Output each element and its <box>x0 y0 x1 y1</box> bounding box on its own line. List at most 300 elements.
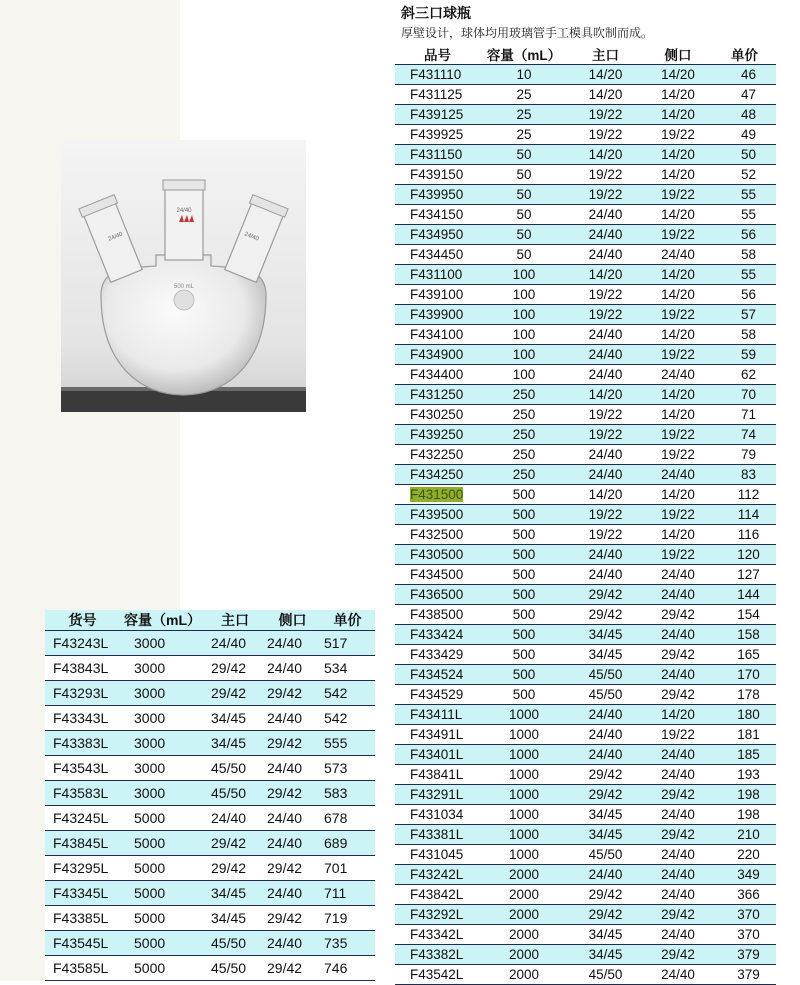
cell-price: 170 <box>713 665 776 685</box>
cell-main-neck: 34/45 <box>568 805 643 825</box>
cell-capacity: 1000 <box>480 705 568 725</box>
cell-capacity: 3000 <box>120 681 205 706</box>
cell-price: 379 <box>713 945 776 965</box>
cell-capacity: 5000 <box>120 856 205 881</box>
cell-price: 158 <box>713 625 776 645</box>
highlighted-code: F431500 <box>410 487 464 502</box>
table-row <box>395 485 776 505</box>
cell-main-neck: 14/20 <box>568 265 643 285</box>
cell-code: F432250 <box>395 445 480 465</box>
cell-capacity: 50 <box>480 185 568 205</box>
cell-price: 220 <box>713 845 776 865</box>
cell-code: F43545L <box>45 931 120 956</box>
cell-side-neck: 24/40 <box>643 625 713 645</box>
cell-main-neck: 24/40 <box>568 565 643 585</box>
cell-side-neck: 19/22 <box>643 725 713 745</box>
cell-main-neck: 34/45 <box>568 945 643 965</box>
table-row <box>395 605 776 625</box>
cell-price: 185 <box>713 745 776 765</box>
cell-main-neck: 34/45 <box>568 645 643 665</box>
cell-main-neck: 29/42 <box>568 785 643 805</box>
cell-side-neck: 19/22 <box>643 305 713 325</box>
cell-price: 542 <box>320 681 375 706</box>
cell-code: F43381L <box>395 825 480 845</box>
cell-side-neck: 14/20 <box>643 85 713 105</box>
cell-capacity: 500 <box>480 645 568 665</box>
cell-main-neck: 29/42 <box>205 831 265 856</box>
cell-code: F431150 <box>395 145 480 165</box>
cell-price: 116 <box>713 525 776 545</box>
cell-side-neck: 14/20 <box>643 485 713 505</box>
cell-side-neck: 14/20 <box>643 385 713 405</box>
cell-side-neck: 19/22 <box>643 185 713 205</box>
cell-price: 735 <box>320 931 375 956</box>
cell-main-neck: 19/22 <box>568 405 643 425</box>
cell-side-neck: 14/20 <box>643 105 713 125</box>
cell-code: F439900 <box>395 305 480 325</box>
cell-code: F430500 <box>395 545 480 565</box>
cell-price: 181 <box>713 725 776 745</box>
table-row <box>395 285 776 305</box>
cell-capacity: 3000 <box>120 631 205 656</box>
table-header-row <box>395 44 776 65</box>
cell-code: F43292L <box>395 905 480 925</box>
cell-price: 517 <box>320 631 375 656</box>
cell-price: 165 <box>713 645 776 665</box>
table-row <box>45 906 375 931</box>
cell-price: 49 <box>713 125 776 145</box>
cell-code: F436500 <box>395 585 480 605</box>
table-row <box>395 725 776 745</box>
cell-main-neck: 34/45 <box>568 925 643 945</box>
table-row <box>395 365 776 385</box>
cell-main-neck: 29/42 <box>205 681 265 706</box>
cell-price: 370 <box>713 905 776 925</box>
cell-price: 370 <box>713 925 776 945</box>
cell-main-neck: 24/40 <box>205 631 265 656</box>
cell-side-neck: 24/40 <box>265 831 320 856</box>
table-row <box>395 885 776 905</box>
cell-main-neck: 14/20 <box>568 485 643 505</box>
cell-main-neck: 45/50 <box>568 965 643 985</box>
cell-capacity: 500 <box>480 685 568 705</box>
cell-side-neck: 29/42 <box>265 731 320 756</box>
cell-capacity: 5000 <box>120 956 205 981</box>
table-row <box>395 925 776 945</box>
cell-capacity: 3000 <box>120 781 205 806</box>
cell-price: 701 <box>320 856 375 881</box>
cell-capacity: 500 <box>480 665 568 685</box>
cell-main-neck: 19/22 <box>568 185 643 205</box>
cell-price: 52 <box>713 165 776 185</box>
cell-side-neck: 14/20 <box>643 405 713 425</box>
cell-side-neck: 24/40 <box>643 925 713 945</box>
table-row <box>45 681 375 706</box>
cell-code: F439925 <box>395 125 480 145</box>
cell-code: F43382L <box>395 945 480 965</box>
table-row <box>395 145 776 165</box>
cell-main-neck: 34/45 <box>568 625 643 645</box>
cell-price: 711 <box>320 881 375 906</box>
cell-code: F432500 <box>395 525 480 545</box>
cell-capacity: 250 <box>480 385 568 405</box>
cell-code: F434529 <box>395 685 480 705</box>
cell-side-neck: 14/20 <box>643 65 713 85</box>
cell-main-neck: 24/40 <box>205 806 265 831</box>
cell-code: F43585L <box>45 956 120 981</box>
cell-code: F434950 <box>395 225 480 245</box>
flask-photo <box>61 140 306 412</box>
cell-price: 366 <box>713 885 776 905</box>
cell-main-neck: 29/42 <box>205 656 265 681</box>
price-table-right <box>395 44 776 985</box>
volume-mark: 500 mL <box>173 284 195 290</box>
cell-price: 180 <box>713 705 776 725</box>
cell-code: F439250 <box>395 425 480 445</box>
cell-capacity: 250 <box>480 445 568 465</box>
cell-main-neck: 24/40 <box>568 225 643 245</box>
cell-capacity: 500 <box>480 565 568 585</box>
cell-code: F43843L <box>45 656 120 681</box>
table-row <box>395 125 776 145</box>
cell-price: 62 <box>713 365 776 385</box>
cell-capacity: 2000 <box>480 885 568 905</box>
cell-main-neck: 14/20 <box>568 65 643 85</box>
cell-price: 46 <box>713 65 776 85</box>
cell-main-neck: 24/40 <box>568 545 643 565</box>
cell-price: 198 <box>713 805 776 825</box>
cell-side-neck: 29/42 <box>643 645 713 665</box>
cell-side-neck: 24/40 <box>643 845 713 865</box>
cell-capacity: 50 <box>480 245 568 265</box>
cell-code: F43343L <box>45 706 120 731</box>
flask-illustration <box>61 140 306 412</box>
table-row <box>395 845 776 865</box>
cell-main-neck: 19/22 <box>568 425 643 445</box>
cell-capacity: 1000 <box>480 745 568 765</box>
table-row <box>395 645 776 665</box>
cell-capacity: 250 <box>480 405 568 425</box>
cell-capacity: 1000 <box>480 845 568 865</box>
cell-code: F43345L <box>45 881 120 906</box>
cell-side-neck: 14/20 <box>643 705 713 725</box>
table-row <box>395 685 776 705</box>
cell-side-neck: 24/40 <box>643 465 713 485</box>
cell-code: F43411L <box>395 705 480 725</box>
cell-side-neck: 19/22 <box>643 225 713 245</box>
cell-main-neck: 34/45 <box>205 706 265 731</box>
cell-code <box>395 485 480 505</box>
cell-main-neck: 24/40 <box>568 465 643 485</box>
cell-side-neck: 24/40 <box>643 765 713 785</box>
table-row <box>395 305 776 325</box>
page-subtitle: 厚壁设计，球体均用玻璃管手工模具吹制而成。 <box>401 26 654 40</box>
cell-code: F434150 <box>395 205 480 225</box>
cell-code: F439150 <box>395 165 480 185</box>
cell-main-neck: 29/42 <box>568 765 643 785</box>
cell-price: 542 <box>320 706 375 731</box>
cell-price: 112 <box>713 485 776 505</box>
cell-side-neck: 24/40 <box>643 885 713 905</box>
table-row <box>395 505 776 525</box>
cell-price: 47 <box>713 85 776 105</box>
cell-main-neck: 14/20 <box>568 85 643 105</box>
cell-capacity: 2000 <box>480 965 568 985</box>
cell-price: 56 <box>713 285 776 305</box>
cell-price: 79 <box>713 445 776 465</box>
page-title: 斜三口球瓶 <box>401 5 471 21</box>
cell-code: F434900 <box>395 345 480 365</box>
cell-code: F43245L <box>45 806 120 831</box>
cell-capacity: 1000 <box>480 825 568 845</box>
cell-price: 719 <box>320 906 375 931</box>
cell-code: F433429 <box>395 645 480 665</box>
cell-side-neck: 24/40 <box>643 245 713 265</box>
cell-capacity: 5000 <box>120 931 205 956</box>
cell-capacity: 100 <box>480 285 568 305</box>
cell-side-neck: 24/40 <box>643 365 713 385</box>
cell-side-neck: 14/20 <box>643 525 713 545</box>
cell-capacity: 2000 <box>480 905 568 925</box>
cell-side-neck: 24/40 <box>265 706 320 731</box>
cell-main-neck: 29/42 <box>568 585 643 605</box>
cell-main-neck: 45/50 <box>205 756 265 781</box>
cell-price: 83 <box>713 465 776 485</box>
cell-side-neck: 24/40 <box>643 665 713 685</box>
cell-side-neck: 24/40 <box>265 631 320 656</box>
cell-price: 48 <box>713 105 776 125</box>
cell-main-neck: 14/20 <box>568 145 643 165</box>
cell-price: 74 <box>713 425 776 445</box>
cell-capacity: 3000 <box>120 656 205 681</box>
table-row <box>395 65 776 85</box>
cell-capacity: 3000 <box>120 706 205 731</box>
table-row <box>45 656 375 681</box>
cell-side-neck: 24/40 <box>265 881 320 906</box>
cell-code: F43242L <box>395 865 480 885</box>
table-row <box>395 805 776 825</box>
cell-side-neck: 14/20 <box>643 265 713 285</box>
cell-main-neck: 19/22 <box>568 285 643 305</box>
cell-code: F43293L <box>45 681 120 706</box>
table-row <box>45 781 375 806</box>
cell-side-neck: 19/22 <box>643 545 713 565</box>
cell-side-neck: 24/40 <box>643 585 713 605</box>
table-row <box>395 625 776 645</box>
header-price: 单价 <box>713 44 776 65</box>
cell-main-neck: 24/40 <box>568 325 643 345</box>
cell-price: 58 <box>713 325 776 345</box>
cell-main-neck: 45/50 <box>205 931 265 956</box>
cell-price: 534 <box>320 656 375 681</box>
cell-capacity: 2000 <box>480 865 568 885</box>
cell-code: F43401L <box>395 745 480 765</box>
table-row <box>395 445 776 465</box>
table-row <box>45 756 375 781</box>
cell-price: 56 <box>713 225 776 245</box>
cell-main-neck: 29/42 <box>568 605 643 625</box>
table-row <box>395 405 776 425</box>
table-row <box>45 956 375 981</box>
cell-side-neck: 14/20 <box>643 145 713 165</box>
cell-code: F431045 <box>395 845 480 865</box>
cell-price: 55 <box>713 265 776 285</box>
table-row <box>45 631 375 656</box>
cell-side-neck: 14/20 <box>643 165 713 185</box>
cell-capacity: 3000 <box>120 756 205 781</box>
cell-price: 678 <box>320 806 375 831</box>
table-row <box>45 706 375 731</box>
cell-price: 120 <box>713 545 776 565</box>
cell-capacity: 5000 <box>120 906 205 931</box>
table-row <box>45 931 375 956</box>
cell-capacity: 500 <box>480 525 568 545</box>
cell-price: 70 <box>713 385 776 405</box>
table-row <box>395 265 776 285</box>
cell-capacity: 50 <box>480 205 568 225</box>
table-row <box>395 205 776 225</box>
cell-code: F431250 <box>395 385 480 405</box>
cell-price: 59 <box>713 345 776 365</box>
cell-main-neck: 45/50 <box>568 685 643 705</box>
table-row <box>395 905 776 925</box>
header-code: 品号 <box>395 44 480 65</box>
table-row <box>395 565 776 585</box>
cell-code: F43295L <box>45 856 120 881</box>
cell-price: 127 <box>713 565 776 585</box>
table-row <box>395 245 776 265</box>
table-row <box>395 525 776 545</box>
cell-side-neck: 19/22 <box>643 445 713 465</box>
cell-capacity: 50 <box>480 145 568 165</box>
cell-side-neck: 29/42 <box>265 681 320 706</box>
cell-capacity: 500 <box>480 505 568 525</box>
cell-capacity: 5000 <box>120 881 205 906</box>
cell-main-neck: 34/45 <box>205 881 265 906</box>
cell-code: F43841L <box>395 765 480 785</box>
table-row <box>395 105 776 125</box>
cell-side-neck: 24/40 <box>643 745 713 765</box>
cell-capacity: 1000 <box>480 765 568 785</box>
cell-main-neck: 24/40 <box>568 705 643 725</box>
cell-main-neck: 45/50 <box>205 781 265 806</box>
cell-side-neck: 29/42 <box>643 785 713 805</box>
cell-price: 144 <box>713 585 776 605</box>
cell-main-neck: 24/40 <box>568 865 643 885</box>
table-row <box>395 945 776 965</box>
cell-side-neck: 24/40 <box>643 805 713 825</box>
cell-price: 55 <box>713 185 776 205</box>
cell-main-neck: 24/40 <box>568 345 643 365</box>
table-row <box>395 385 776 405</box>
cell-capacity: 5000 <box>120 806 205 831</box>
table-row <box>395 585 776 605</box>
cell-capacity: 3000 <box>120 731 205 756</box>
cell-side-neck: 14/20 <box>643 205 713 225</box>
cell-price: 57 <box>713 305 776 325</box>
cell-price: 55 <box>713 205 776 225</box>
table-row <box>395 705 776 725</box>
cell-code: F434450 <box>395 245 480 265</box>
cell-capacity: 25 <box>480 125 568 145</box>
cell-price: 210 <box>713 825 776 845</box>
cell-main-neck: 19/22 <box>568 125 643 145</box>
cell-code: F431125 <box>395 85 480 105</box>
cell-code: F434524 <box>395 665 480 685</box>
cell-main-neck: 29/42 <box>205 856 265 881</box>
cell-capacity: 2000 <box>480 925 568 945</box>
table-row <box>395 745 776 765</box>
header-price: 单价 <box>320 610 375 631</box>
cell-capacity: 250 <box>480 465 568 485</box>
cell-side-neck: 29/42 <box>643 685 713 705</box>
cell-price: 198 <box>713 785 776 805</box>
cell-main-neck: 34/45 <box>205 906 265 931</box>
table-row <box>395 85 776 105</box>
cell-price: 114 <box>713 505 776 525</box>
header-code: 货号 <box>45 610 120 631</box>
table-row <box>395 185 776 205</box>
cell-code: F43543L <box>45 756 120 781</box>
cell-capacity: 5000 <box>120 831 205 856</box>
cell-side-neck: 24/40 <box>265 756 320 781</box>
cell-price: 71 <box>713 405 776 425</box>
table-row <box>395 465 776 485</box>
cell-code: F43243L <box>45 631 120 656</box>
cell-price: 154 <box>713 605 776 625</box>
cell-capacity: 25 <box>480 105 568 125</box>
cell-code: F434400 <box>395 365 480 385</box>
cell-capacity: 10 <box>480 65 568 85</box>
table-row <box>395 165 776 185</box>
cell-main-neck: 24/40 <box>568 725 643 745</box>
cell-capacity: 100 <box>480 265 568 285</box>
cell-main-neck: 19/22 <box>568 305 643 325</box>
cell-capacity: 1000 <box>480 805 568 825</box>
cell-side-neck: 29/42 <box>265 856 320 881</box>
cell-capacity: 2000 <box>480 945 568 965</box>
header-capacity: 容量（mL） <box>120 610 205 631</box>
cell-main-neck: 34/45 <box>568 825 643 845</box>
cell-capacity: 1000 <box>480 785 568 805</box>
cell-capacity: 500 <box>480 605 568 625</box>
right-joint-mark: 24/40 <box>243 231 260 243</box>
table-row <box>395 665 776 685</box>
table-row <box>45 806 375 831</box>
cell-code: F434100 <box>395 325 480 345</box>
table-row <box>395 345 776 365</box>
cell-main-neck: 24/40 <box>568 245 643 265</box>
cell-price: 746 <box>320 956 375 981</box>
cell-capacity: 500 <box>480 545 568 565</box>
header-main-neck: 主口 <box>205 610 265 631</box>
cell-capacity: 50 <box>480 225 568 245</box>
cell-capacity: 100 <box>480 345 568 365</box>
cell-main-neck: 19/22 <box>568 505 643 525</box>
main-joint-mark: 24/40 <box>176 208 192 214</box>
cell-code: F430250 <box>395 405 480 425</box>
table-row <box>395 785 776 805</box>
cell-side-neck: 14/20 <box>643 325 713 345</box>
cell-main-neck: 45/50 <box>205 956 265 981</box>
cell-price: 193 <box>713 765 776 785</box>
header-main-neck: 主口 <box>568 44 643 65</box>
cell-side-neck: 24/40 <box>265 806 320 831</box>
cell-side-neck: 24/40 <box>643 965 713 985</box>
table-row <box>45 831 375 856</box>
cell-side-neck: 24/40 <box>265 656 320 681</box>
cell-code: F438500 <box>395 605 480 625</box>
